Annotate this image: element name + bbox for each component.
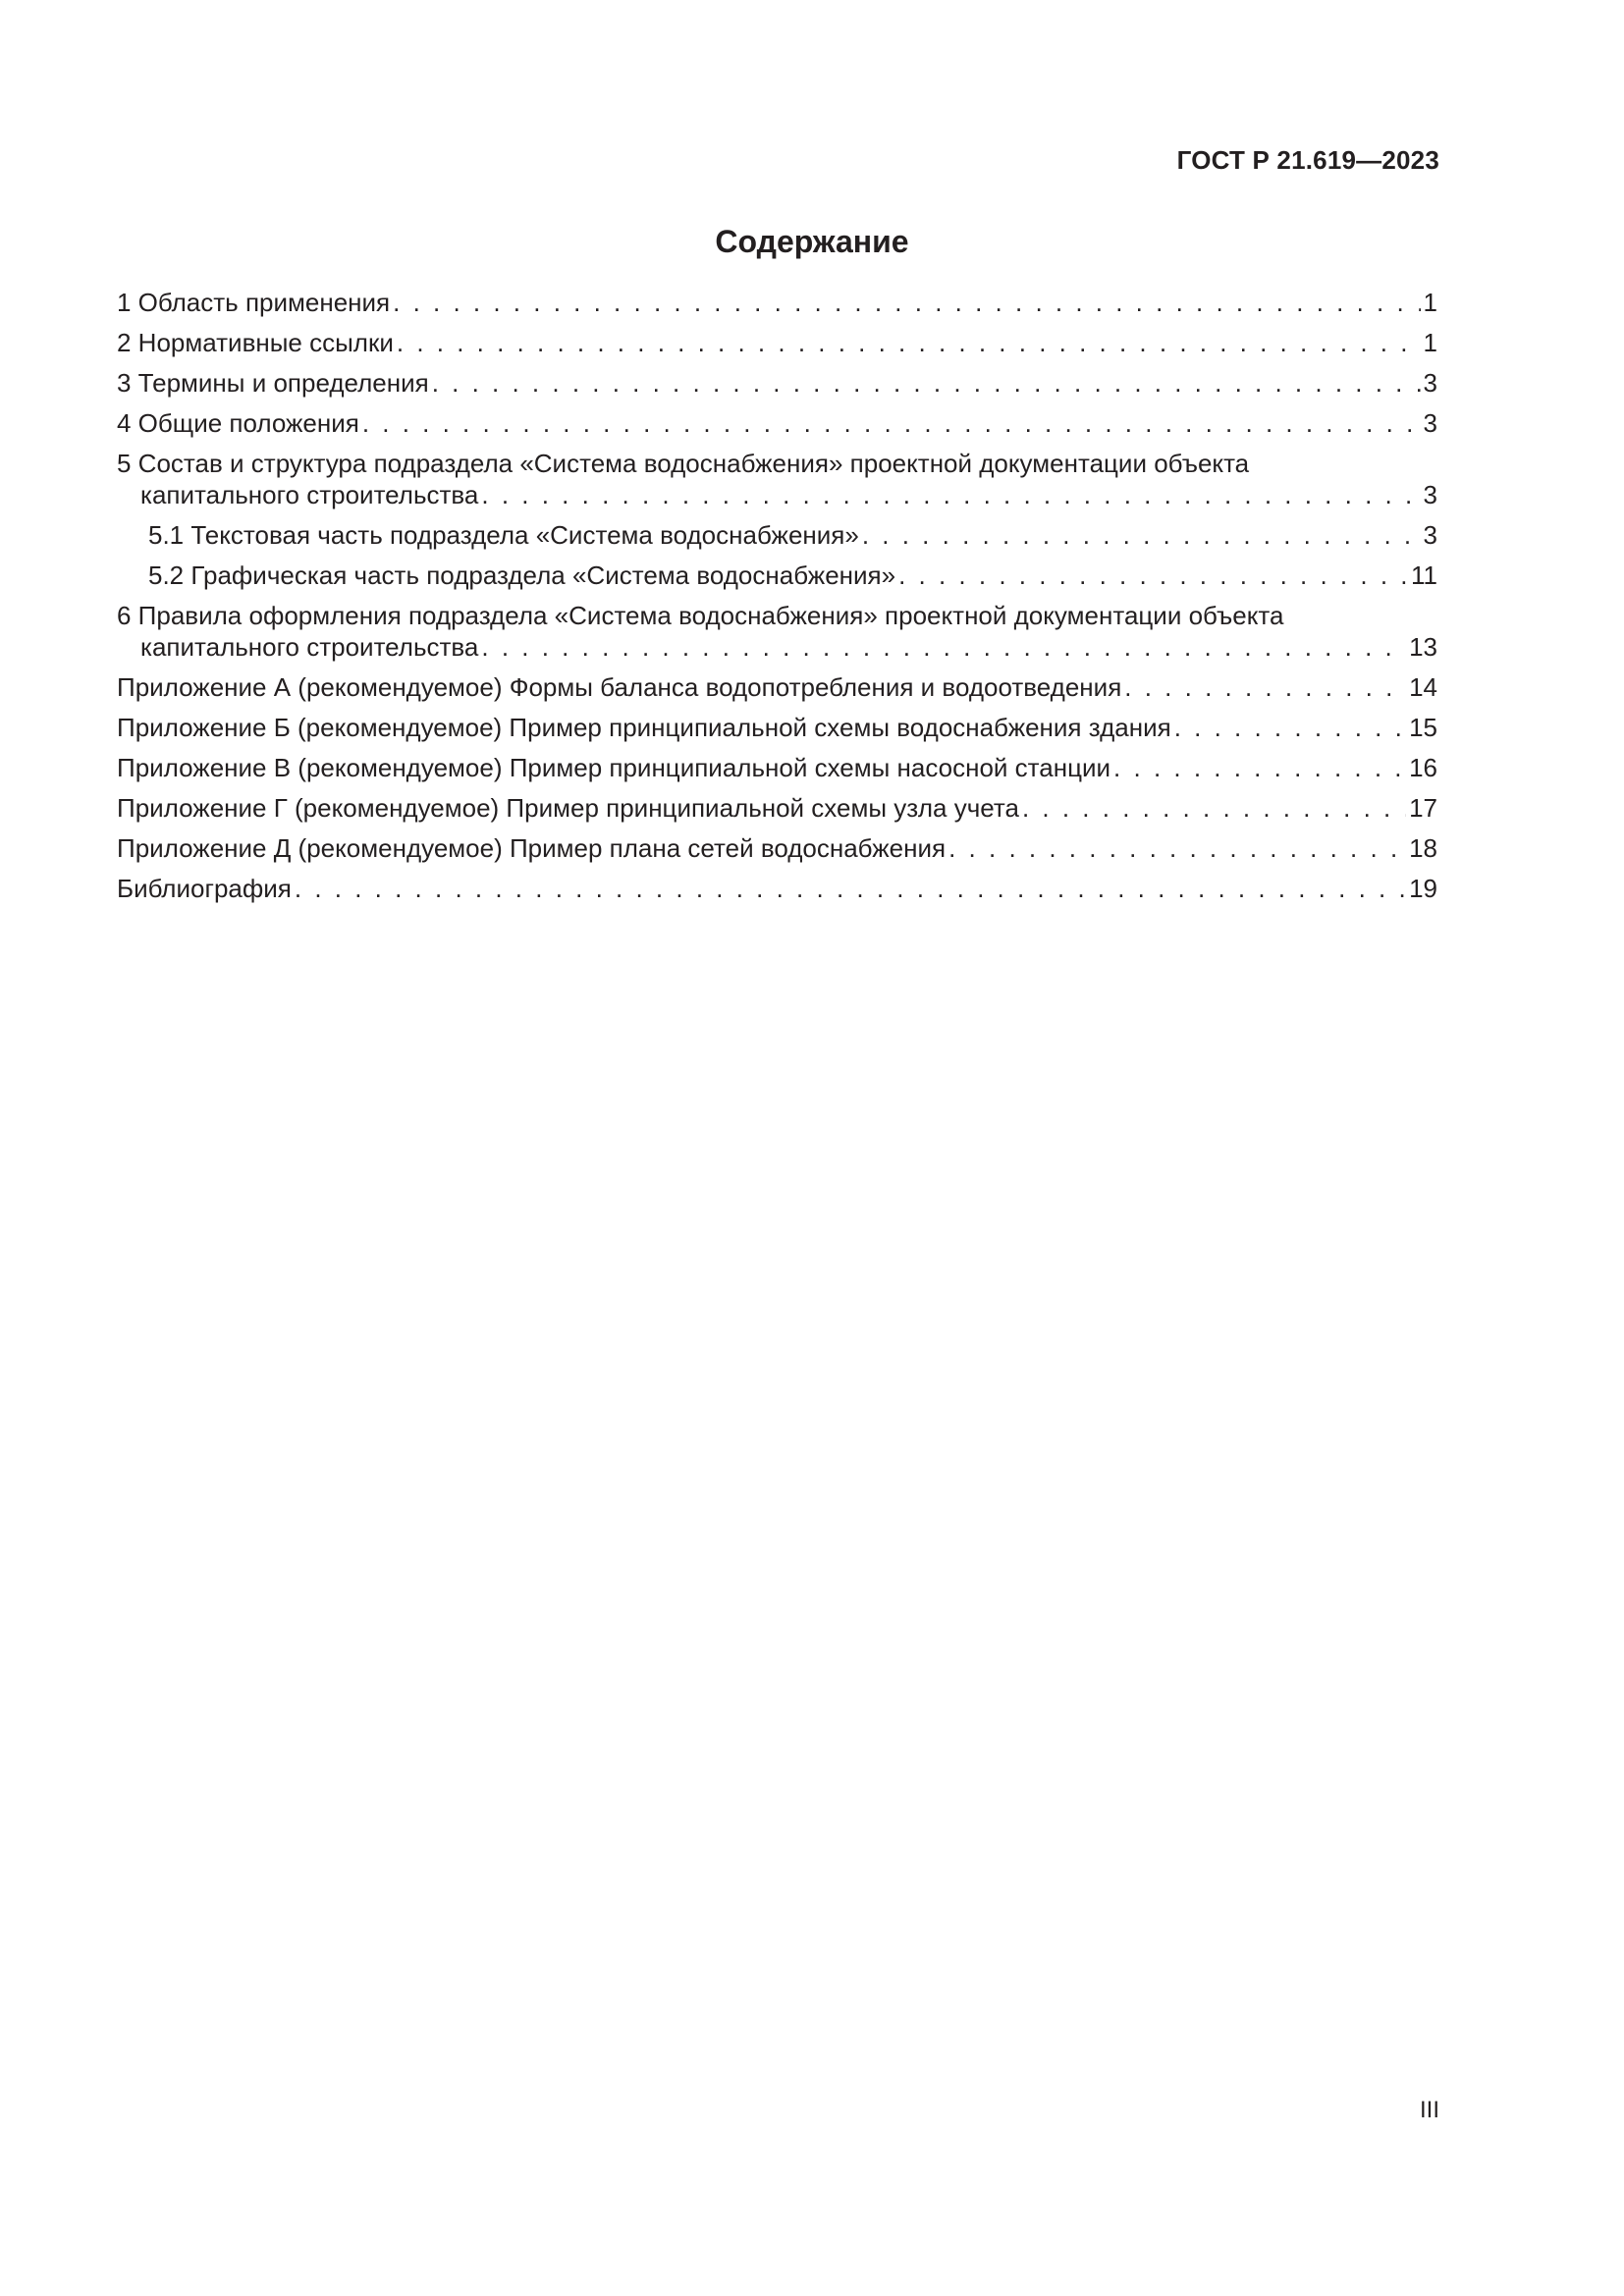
toc-page-number: 3 bbox=[1423, 480, 1437, 509]
toc-entry-5[interactable] bbox=[117, 448, 1437, 510]
toc-entry-text: Приложение Д (рекомендуемое) Пример плана сетей водоснабжения bbox=[117, 833, 947, 863]
table-of-contents bbox=[117, 287, 1437, 913]
dot-leader bbox=[1113, 752, 1406, 783]
toc-entry-text: 5.2 Графическая часть подраздела «Система водоснабжения» bbox=[148, 561, 896, 590]
toc-entry-first-line: 5 Состав и структура подраздела «Система водоснабжения» проектной документации объекта bbox=[117, 449, 1250, 478]
toc-entry-text: Приложение А (рекомендуемое) Формы баланса водопотребления и водоотведения bbox=[117, 672, 1122, 702]
document-code: ГОСТ Р 21.619—2023 bbox=[1176, 145, 1439, 175]
toc-entry-text: Приложение В (рекомендуемое) Пример принципиальной схемы насосной станции bbox=[117, 753, 1111, 782]
toc-page-number: 11 bbox=[1411, 561, 1437, 590]
toc-entry-5-1[interactable] bbox=[117, 519, 1437, 551]
toc-entry-5-2[interactable] bbox=[117, 560, 1437, 591]
toc-entry-appendix-a[interactable] bbox=[117, 671, 1437, 703]
toc-page-number: 3 bbox=[1423, 520, 1437, 550]
toc-entry-text: 1 Область применения bbox=[117, 288, 391, 317]
toc-page-number: 14 bbox=[1409, 672, 1437, 702]
toc-entry-text: Библиография bbox=[117, 874, 292, 903]
page-number: III bbox=[1419, 2097, 1439, 2123]
toc-entry-appendix-v[interactable] bbox=[117, 752, 1437, 783]
dot-leader bbox=[1174, 712, 1406, 743]
toc-entry-text: капитального строительства bbox=[140, 632, 479, 662]
toc-entry-text: Приложение Б (рекомендуемое) Пример принципиальной схемы водоснабжения здания bbox=[117, 713, 1171, 742]
toc-entry-appendix-b[interactable] bbox=[117, 712, 1437, 743]
dot-leader bbox=[393, 287, 1420, 318]
dot-leader bbox=[948, 832, 1406, 864]
toc-page-number: 17 bbox=[1409, 793, 1437, 823]
toc-page-number: 15 bbox=[1409, 713, 1437, 742]
toc-page-number: 1 bbox=[1423, 288, 1437, 317]
dot-leader bbox=[898, 560, 1408, 591]
toc-page-number: 18 bbox=[1409, 833, 1437, 863]
dot-leader bbox=[862, 519, 1421, 551]
toc-page-number: 16 bbox=[1409, 753, 1437, 782]
toc-entry-text: 2 Нормативные ссылки bbox=[117, 328, 394, 357]
toc-entry-text: 4 Общие положения bbox=[117, 408, 359, 438]
toc-entry-first-line: 6 Правила оформления подраздела «Система водоснабжения» проектной документации объекта bbox=[117, 601, 1284, 630]
toc-page-number: 13 bbox=[1409, 632, 1437, 662]
toc-page-number: 3 bbox=[1423, 368, 1437, 398]
toc-entry-text: 3 Термины и определения bbox=[117, 368, 429, 398]
toc-page-number: 3 bbox=[1423, 408, 1437, 438]
toc-entry-4[interactable] bbox=[117, 407, 1437, 439]
dot-leader bbox=[397, 327, 1421, 358]
dot-leader bbox=[1124, 671, 1406, 703]
dot-leader bbox=[362, 407, 1421, 439]
dot-leader bbox=[481, 631, 1406, 663]
dot-leader bbox=[1022, 792, 1406, 824]
dot-leader bbox=[432, 367, 1421, 399]
dot-leader bbox=[481, 479, 1420, 510]
toc-entry-appendix-g[interactable] bbox=[117, 792, 1437, 824]
toc-entry-text: капитального строительства bbox=[140, 480, 479, 509]
toc-entry-1[interactable] bbox=[117, 287, 1437, 318]
dot-leader bbox=[295, 873, 1406, 904]
toc-entry-appendix-d[interactable] bbox=[117, 832, 1437, 864]
toc-heading: Содержание bbox=[715, 224, 909, 259]
toc-page-number: 19 bbox=[1409, 874, 1437, 903]
toc-entry-bibliography[interactable] bbox=[117, 873, 1437, 904]
toc-entry-2[interactable] bbox=[117, 327, 1437, 358]
toc-entry-text: 5.1 Текстовая часть подраздела «Система водоснабжения» bbox=[148, 520, 859, 550]
toc-entry-3[interactable] bbox=[117, 367, 1437, 399]
toc-page-number: 1 bbox=[1423, 328, 1437, 357]
toc-entry-6[interactable] bbox=[117, 600, 1437, 663]
toc-entry-text: Приложение Г (рекомендуемое) Пример принципиальной схемы узла учета bbox=[117, 793, 1019, 823]
